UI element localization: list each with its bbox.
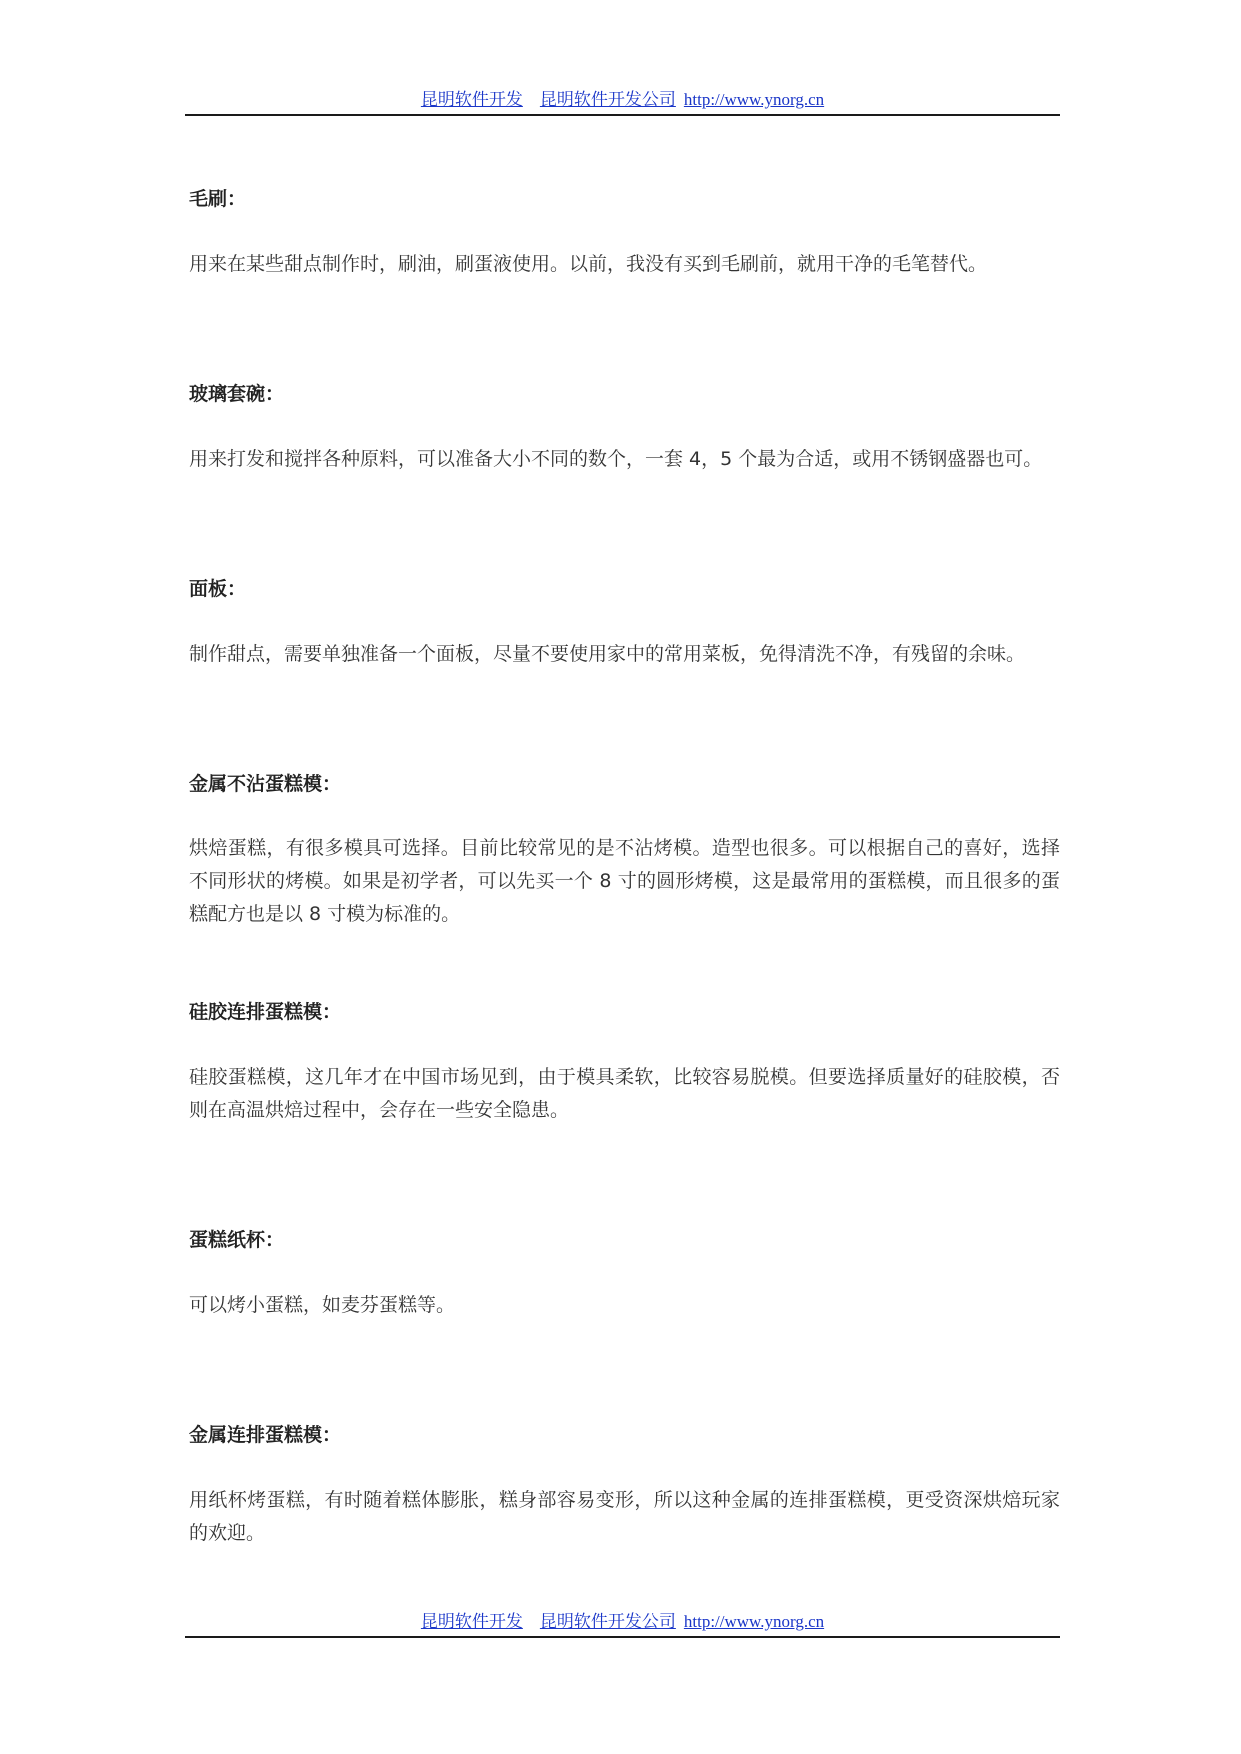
header-link-url[interactable]: http://www.ynorg.cn [683,90,825,109]
section-title-paper-cups: 蛋糕纸杯： [189,1229,285,1251]
footer-link-url[interactable]: http://www.ynorg.cn [683,1612,825,1631]
page-footer [185,1611,1060,1633]
section-title-metal-mold: 金属连排蛋糕模： [189,1424,342,1446]
section-text-pastry-board: 制作甜点，需要单独准备一个面板，尽量不要使用家中的常用菜板，免得清洗不净，有残留的余味。 [189,643,1026,665]
section-title-pastry-board: 面板： [189,578,247,600]
section-title-nonstick-mold: 金属不沾蛋糕模： [189,773,342,795]
section-title-glass-bowls: 玻璃套碗： [189,383,285,405]
section-text-nonstick-mold: 烘焙蛋糕，有很多模具可选择。目前比较常见的是不沾烤模。造型也很多。可以根据自己的喜好，选择不同形状的烤模。如果是初学者，可以先买一个 8 寸的圆形烤模，这是最常用的蛋糕模，而且很多的蛋糕配方也是以 8 寸模为标准的。 [189,837,1060,925]
footer-link-software-company[interactable]: 昆明软件开发公司 [539,1612,676,1631]
footer-link-software-dev[interactable]: 昆明软件开发 [420,1612,523,1631]
page-header [185,89,1060,111]
section-text-brush: 用来在某些甜点制作时，刷油，刷蛋液使用。以前，我没有买到毛刷前，就用干净的毛笔替代。 [189,253,988,275]
section-title-brush: 毛刷： [189,188,247,210]
section-text-metal-mold: 用纸杯烤蛋糕，有时随着糕体膨胀，糕身部容易变形，所以这种金属的连排蛋糕模，更受资深烘焙玩家的欢迎。 [189,1489,1060,1544]
section-title-silicone-mold: 硅胶连排蛋糕模： [189,1001,342,1023]
footer-divider [185,1636,1060,1638]
header-link-software-company[interactable]: 昆明软件开发公司 [539,90,676,109]
header-divider [185,114,1060,116]
section-text-silicone-mold: 硅胶蛋糕模，这几年才在中国市场见到，由于模具柔软，比较容易脱模。但要选择质量好的硅胶模，否则在高温烘焙过程中，会存在一些安全隐患。 [189,1066,1060,1121]
section-text-glass-bowls: 用来打发和搅拌各种原料，可以准备大小不同的数个，一套 4，5 个最为合适，或用不锈钢盛器也可。 [189,448,1043,470]
section-text-paper-cups: 可以烤小蛋糕，如麦芬蛋糕等。 [189,1294,456,1316]
header-link-software-dev[interactable]: 昆明软件开发 [420,90,523,109]
